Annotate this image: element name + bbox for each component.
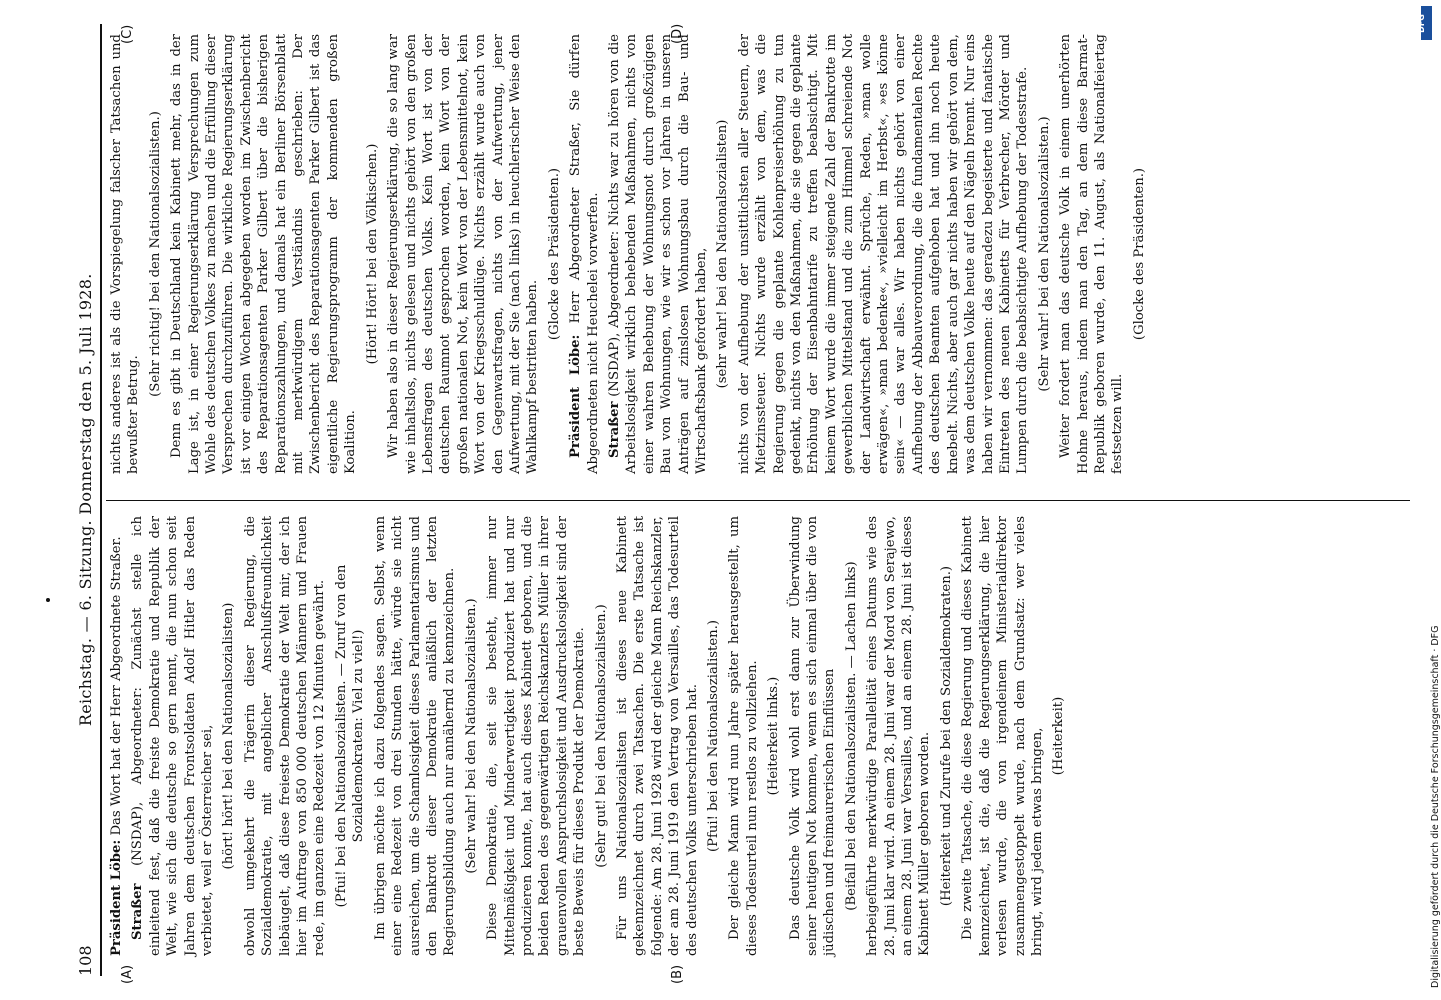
left-paragraph [959, 516, 1046, 956]
paragraph-text: (Glocke des Präsidenten.) [546, 167, 562, 341]
page-number: 108 [75, 945, 95, 976]
scanned-page [60, 10, 1420, 990]
right-interjection [364, 34, 381, 474]
paragraph-text: (NSDAP), Abgeordneter: Nichts war zu hören von die Arbeitslosigkeit wirklich behebenden Maßnahmen, nichts von einer wahren Behebung der Wohnungsnot durch großzügigen Bau von Wohnungen, wie wir es schon vor Jahren in unseren Anträgen auf zinslosen Wohnungsbau durch die Bau- und Wirtschaftsbank gefordert haben, [606, 34, 709, 474]
right-interjection [1131, 34, 1148, 474]
scan-speck [46, 598, 50, 602]
left-paragraph [614, 516, 701, 956]
left-interjection [705, 516, 722, 956]
paragraph-text: (Sehr gut! bei den Nationalsozialisten.) [593, 604, 609, 868]
paragraph-text: Das deutsche Volk wird wohl erst dann zur Überwindung seiner heutigen Not kommen, wenn es sich einmal über die von jüdischen und freimaurerischen Einflüssen [787, 516, 838, 956]
right-paragraph [606, 34, 710, 474]
paragraph-text: Herr Abgeordneter Straßer, Sie dürfen Abgeordneten nicht Heuchelei vorwerfen. [568, 34, 601, 474]
paragraph-text: Für uns Nationalsozialisten ist dieses neue Kabinett gekennzeichnet durch zwei Tatsachen. Die erste Tatsache ist folgende: Am 28. Juni 1928 wird der gleiche Mann Reichskanzler, der am 28. Juni 1919 den Vertrag von Versailles, das Todesurteil des deutschen Volks unterschrieben hat. [614, 516, 700, 956]
rotated-document [60, 10, 1420, 990]
left-paragraph [484, 516, 588, 956]
dfg-logo-text: DFG [1416, 14, 1426, 33]
paragraph-text: (Pfui! bei den Nationalsozialisten.) [706, 620, 721, 852]
left-paragraph [108, 516, 125, 956]
paragraph-text: (Hört! Hört! bei den Völkischen.) [364, 143, 380, 365]
speaker-name: Präsident Löbe: [568, 334, 584, 458]
speaker-name: Präsident Löbe: [109, 839, 124, 956]
right-interjection [1036, 34, 1053, 474]
right-column [108, 34, 1412, 474]
paragraph-text: obwohl umgekehrt die Trägerin dieser Regierung, die Sozialdemokratie, mit angeblicher Anschlußfreundlichkeit liebäugelt, daß diese freieste Demokratie der Welt mir, der ich hier im Auftrage von 850 000 deutschen Männern und Frauen rede, im ganzen eine Redezeit von 12 Minuten gewährt. [242, 516, 328, 956]
paragraph-text: (Sehr wahr! bei den Nationalsozialisten.) [1036, 116, 1052, 392]
paragraph-text: (Sehr richtig! bei den Nationalsozialisten.) [147, 111, 163, 397]
paragraph-text: Im übrigen möchte ich dazu folgendes sagen. Selbst, wenn einer eine Redezeit von drei Stunden hätte, würde sie nicht ausreichen, um die Schamlosigkeit dieses Parlamentarismus und den Bankrott dieser Demokratie anläßlich der letzten Regierungsbildung auch nur annähernd zu kennzeichnen. [372, 516, 458, 956]
paragraph-text: Wir haben also in dieser Regierungserklärung, die so lang war wie inhaltslos, nichts gelesen und nichts gehört von den großen Lebensfragen des deutschen Volks. Kein Wort ist von der deutschen Raumnot gesprochen worden, kein Wort von der großen nationalen Not, kein Wort von der Lebensmittelnot, kein Wort von der Kriegsschuldlüge. Nichts erzählt wurde auch von den Gegenwartsfragen, nichts von der Aufwertung, jener Aufwertung, mit der Sie (nach links) in heuchlerischer Weise den Wahlkampf bestritten haben. [386, 34, 541, 474]
speaker-name: Straßer [130, 883, 146, 940]
paragraph-text: nichts von der Aufhebung der unsittlichsten aller Steuern, der Mietzinssteuer. Nichts wurde erzählt von dem, was die Regierung gegen die geplante Kohlenpreiserhöhung zu tun gedenkt, nichts von den Maßnahmen, die sie gegen die geplante Erhöhung der Eisenbahntarife zu treffen beabsichtigt. Mit keinem Wort wurde die immer steigende Zahl der Bankrotte im gewerblichen Mittelstand und die zum Himmel schreiende Not der Landwirtschaft erwähnt. Sprüche, Reden, »man wolle erwägen«, »man bedenke«, »vielleicht im Herbst«, »es könne sein« — das war alles. Wir haben nichts gehört von einer Aufhebung der Abbauverordnung, die die fundamentalen Rechte des deutschen Beamten aufgehoben hat und ihn noch heute knebelt. Nichts, aber auch gar nichts haben wir gehört von dem, was dem deutschen Volke heute auf den Nägeln brennt. Nur eins haben wir vernommen: das geradezu begeisterte und fanatische Eintreten des neuen Kabinetts für Verbrecher, Mörder und Lumpen durch die beabsichtigte Aufhebung der Todesstrafe. [736, 34, 1031, 474]
left-paragraph [129, 516, 216, 956]
left-paragraph [726, 516, 761, 956]
header-rule [100, 24, 102, 976]
paragraph-text: Weiter fordert man das deutsche Volk in einem unerhörten Hohne heraus, indem man den Tag, an dem diese Barmat-Republik geboren wurde, den 11. August, als Nationalfeiertag festsetzen will. [1058, 34, 1126, 474]
right-paragraph [385, 34, 542, 474]
page-title: Reichstag. — 6. Sitzung. Donnerstag den 5. Juli 1928. [75, 273, 95, 727]
paragraph-text: Denn es gibt in Deutschland kein Kabinett mehr, das in der Lage ist, in einer Regierungserklärung Versprechungen zum Wohle des deutschen Volkes zu machen und die Erfüllung dieser Versprechen durchzuführen. Die wirkliche Regierungserklärung ist vor einigen Wochen abgegeben worden im Zwischenbericht des Reparationsagenten Parker Gilbert über die bisherigen Reparationszahlungen, und damals hat ein Berliner Börsenblatt mit merkwürdigem Verständnis geschrieben: Der Zwischenbericht des Reparationsagenten Parker Gilbert ist das eigentliche Regierungsprogramm der kommenden großen Koalition. [169, 34, 359, 474]
right-interjection [714, 34, 731, 474]
paragraph-text: Der gleiche Mann wird nun Jahre später herausgestellt, um dieses Todesurteil nun restlos zu vollziehen. [727, 516, 760, 956]
right-paragraph [736, 34, 1032, 474]
left-interjection [463, 516, 480, 956]
column-divider [106, 500, 1410, 501]
digitization-credit [1418, 8, 1441, 992]
left-interjection [843, 516, 860, 956]
left-interjection [1050, 516, 1067, 956]
paragraph-text: (Heiterkeit) [1051, 696, 1067, 776]
right-interjection [546, 34, 563, 474]
paragraph-text: (sehr wahr! bei den Nationalsozialisten) [715, 119, 731, 389]
left-paragraph [787, 516, 839, 956]
right-paragraph [567, 34, 602, 474]
paragraph-text: (Pfui! bei den Nationalsozialisten. — Zuruf von den Sozialdemokraten: Viel zu viel!) [333, 564, 367, 908]
left-interjection [220, 516, 237, 956]
paragraph-text: (Sehr wahr! bei den Nationalsozialisten.) [463, 598, 479, 874]
left-interjection [765, 516, 782, 956]
paragraph-text: nichts anderes ist als die Vorspiegelung falscher Tatsachen und bewußter Betrug. [109, 34, 142, 474]
right-interjection [147, 34, 164, 474]
marker-c: (C) [120, 24, 135, 44]
right-paragraph [168, 34, 359, 474]
left-interjection [333, 516, 368, 956]
left-paragraph [242, 516, 329, 956]
paragraph-text: (Heiterkeit und Zurufe bei den Sozialdemokraten.) [938, 565, 954, 907]
paragraph-text: (Glocke des Präsidenten.) [1131, 167, 1147, 341]
paragraph-text: Die zweite Tatsache, die diese Regierung und dieses Kabinett kennzeichnet, ist die, daß die Regierungserklärung, die hier verlesen wurde, die von irgendeinem Ministerialdirektor zusammengestoppelt wurde, nach dem Grundsatz: wer vieles bringt, wird jedem etwas bringen, [960, 516, 1045, 956]
left-interjection [938, 516, 955, 956]
paragraph-text: (hört! hört! bei den Nationalsozialisten) [221, 602, 237, 870]
page-header [72, 24, 98, 976]
left-paragraph [864, 516, 934, 956]
paragraph-text: herbeigeführte merkwürdige Parallelität eines Datums wie des 28. Juni klar wird. An einem 28. Juni war der Mord von Serajewo, an einem 28. Juni war Versailles, und an einem 28. Juni ist dieses Kabinett Müller geboren worden. [865, 516, 933, 956]
right-paragraph [108, 34, 143, 474]
speaker-name: Straßer [606, 401, 622, 458]
paragraph-text: (Beifall bei den Nationalsozialisten. — Lachen links) [843, 561, 859, 911]
left-column [108, 516, 1412, 956]
paragraph-text: Das Wort hat der Herr Abgeordnete Straßer. [109, 536, 124, 840]
digitization-credit-text: Digitalisierung gefördert durch die Deutsche Forschungsgemeinschaft · DFG [1430, 625, 1441, 988]
paragraph-text: (NSDAP), Abgeordneter: Zunächst stelle ich einleitend fest, daß die freiste Demokratie und Republik der Welt, wie sich die deutsche so gern nennt, die nun schon seit Jahren dem deutschen Frontsoldaten Adolf Hitler das Reden verbietet, weil er Österreicher sei, [130, 516, 216, 956]
marker-b: (B) [670, 964, 685, 984]
left-interjection [593, 516, 610, 956]
marker-d: (D) [670, 23, 685, 44]
paragraph-text: (Heiterkeit links.) [766, 676, 782, 796]
right-paragraph [1057, 34, 1127, 474]
left-paragraph [372, 516, 459, 956]
marker-a: (A) [120, 964, 135, 984]
paragraph-text: Diese Demokratie, die, seit sie besteht, immer nur Mittelmäßigkeit und Minderwertigkeit produziert hat und nur produzieren konnte, hat auch dieses Kabinett geboren, und die beiden Reden des gegenwärtigen Reichskanzlers Müller in ihrer grauenvollen Anspruchslosigkeit und Ausdruckslosigkeit sind der beste Beweis für dieses Produkt der Demokratie. [485, 516, 588, 956]
